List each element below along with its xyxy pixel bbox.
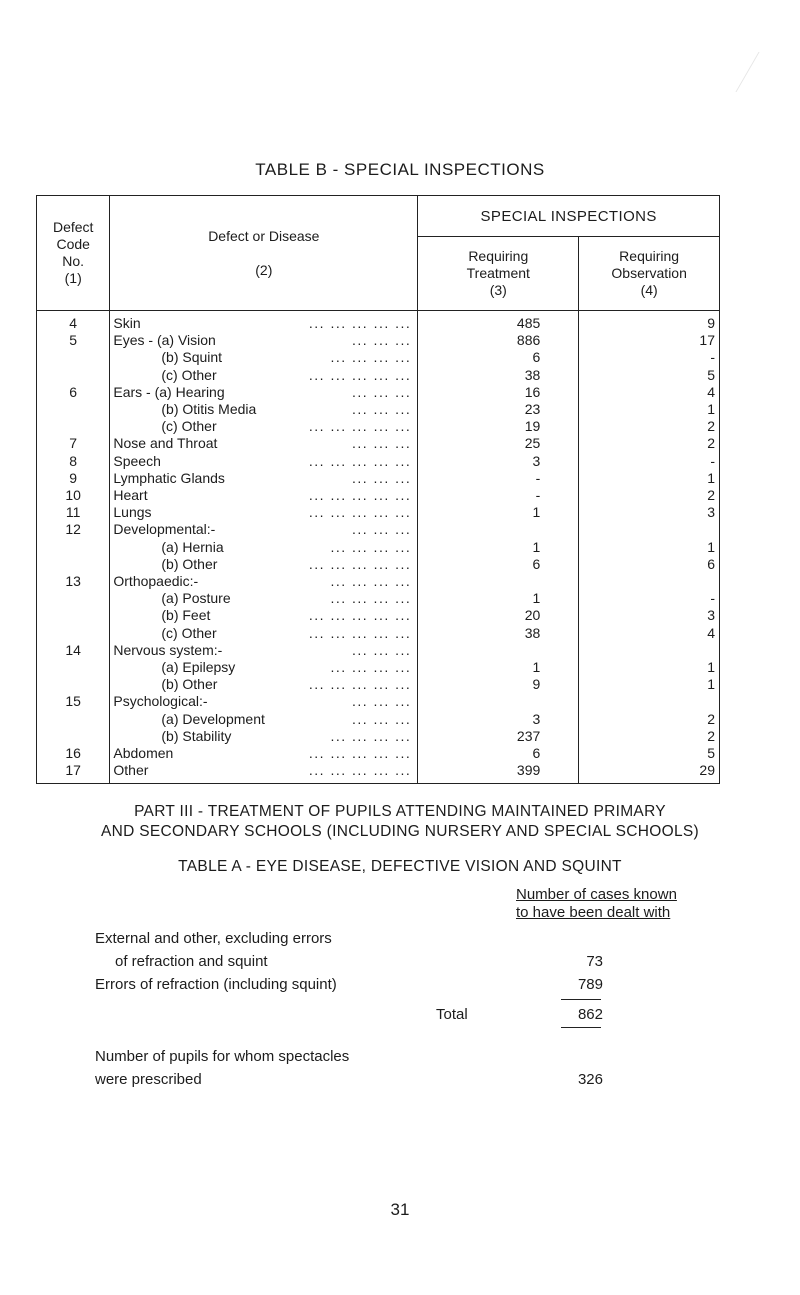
table-row	[37, 349, 720, 366]
leader-dots: ... ... ... ... ...	[308, 607, 412, 624]
defect-code-cell: 12	[37, 521, 110, 538]
requiring-treatment-cell: -	[418, 470, 579, 487]
defect-code-cell	[37, 556, 110, 573]
table-row	[37, 435, 720, 452]
table-row	[37, 625, 720, 642]
defect-label-cell	[110, 642, 418, 659]
defect-label: Orthopaedic:-	[113, 573, 199, 590]
defect-label: Nose and Throat	[113, 435, 218, 452]
requiring-treatment-cell: 886	[418, 332, 579, 349]
requiring-treatment-cell: 16	[418, 384, 579, 401]
table-row	[37, 607, 720, 624]
defect-code-cell: 13	[37, 573, 110, 590]
requiring-observation-cell: 2	[579, 487, 720, 504]
requiring-treatment-cell: 6	[418, 349, 579, 366]
header-defect-disease: Defect or Disease (2)	[110, 196, 418, 311]
header-special-inspections: SPECIAL INSPECTIONS	[418, 196, 720, 237]
defect-label-cell	[110, 384, 418, 401]
requiring-observation-cell: 5	[579, 745, 720, 762]
table-row	[37, 693, 720, 710]
table-row	[37, 384, 720, 401]
leader-dots: ... ... ...	[352, 641, 412, 658]
defect-label: Skin	[113, 315, 141, 331]
requiring-treatment-cell	[418, 642, 579, 659]
leader-dots: ... ... ...	[352, 521, 412, 538]
requiring-observation-cell: 5	[579, 367, 720, 384]
defect-label-cell	[110, 539, 418, 556]
leader-dots: ... ... ... ... ...	[308, 452, 412, 469]
table-row	[37, 728, 720, 745]
defect-code-cell	[37, 367, 110, 384]
leader-dots: ... ... ...	[352, 332, 412, 349]
requiring-treatment-cell: 6	[418, 556, 579, 573]
requiring-observation-cell	[579, 521, 720, 538]
leader-dots: ... ... ... ... ...	[308, 624, 412, 641]
defect-label: (b) Other	[161, 555, 218, 572]
requiring-observation-cell: 1	[579, 470, 720, 487]
cases-column-header: Number of cases known to have been dealt with	[516, 886, 677, 921]
defect-label: (b) Feet	[161, 607, 211, 624]
defect-label-cell	[110, 521, 418, 538]
leader-dots: ... ... ...	[352, 469, 412, 486]
leader-dots: ... ... ... ...	[330, 659, 412, 676]
defect-label: Heart	[113, 487, 148, 504]
requiring-treatment-cell: 399	[418, 762, 579, 784]
leader-dots: ... ... ... ...	[330, 727, 412, 744]
defect-label-cell	[110, 728, 418, 745]
leader-dots: ... ... ... ...	[330, 349, 412, 366]
defect-label-cell	[110, 625, 418, 642]
leader-dots: ... ... ... ... ...	[308, 676, 412, 693]
defect-code-cell: 8	[37, 453, 110, 470]
requiring-treatment-cell: 1	[418, 504, 579, 521]
defect-code-cell: 4	[37, 311, 110, 333]
requiring-observation-cell: 4	[579, 384, 720, 401]
leader-dots: ... ... ... ... ...	[308, 315, 412, 331]
requiring-observation-cell: 3	[579, 607, 720, 624]
requiring-treatment-cell: 3	[418, 711, 579, 728]
leader-dots: ... ... ...	[352, 383, 412, 400]
defect-label-cell	[110, 711, 418, 728]
table-row	[37, 311, 720, 333]
defect-label-cell	[110, 367, 418, 384]
table-row	[37, 745, 720, 762]
leader-dots: ... ... ... ... ...	[308, 555, 412, 572]
errors-refraction-value: 789	[577, 976, 603, 993]
defect-code-cell: 17	[37, 762, 110, 784]
requiring-treatment-cell: 1	[418, 539, 579, 556]
table-row	[37, 573, 720, 590]
requiring-treatment-cell: 6	[418, 745, 579, 762]
defect-label: Lymphatic Glands	[113, 469, 225, 486]
requiring-observation-cell: 4	[579, 625, 720, 642]
defect-code-cell	[37, 711, 110, 728]
defect-label-cell	[110, 607, 418, 624]
requiring-observation-cell: -	[579, 453, 720, 470]
defect-code-cell: 16	[37, 745, 110, 762]
defect-code-cell	[37, 539, 110, 556]
header-requiring-treatment: Requiring Treatment (3)	[418, 237, 579, 311]
defect-label-cell	[110, 504, 418, 521]
table-row	[37, 659, 720, 676]
requiring-observation-cell: 17	[579, 332, 720, 349]
requiring-treatment-cell	[418, 573, 579, 590]
table-row	[37, 539, 720, 556]
requiring-treatment-cell: 237	[418, 728, 579, 745]
requiring-observation-cell: 2	[579, 435, 720, 452]
header-requiring-observation: Requiring Observation (4)	[579, 237, 720, 311]
leader-dots: ... ... ...	[352, 401, 412, 418]
defect-code-cell	[37, 418, 110, 435]
defect-code-cell	[37, 349, 110, 366]
requiring-observation-cell: 2	[579, 711, 720, 728]
page-number: 31	[390, 1200, 410, 1219]
defect-label: Lungs	[113, 504, 152, 521]
defect-label-cell	[110, 311, 418, 333]
defect-code-cell	[37, 590, 110, 607]
defect-code-cell: 10	[37, 487, 110, 504]
defect-code-cell: 6	[37, 384, 110, 401]
defect-code-cell	[37, 659, 110, 676]
defect-label-cell	[110, 349, 418, 366]
table-b-title: TABLE B - SPECIAL INSPECTIONS	[255, 160, 545, 179]
defect-code-cell	[37, 728, 110, 745]
requiring-treatment-cell	[418, 693, 579, 710]
requiring-treatment-cell: 19	[418, 418, 579, 435]
requiring-treatment-cell: 1	[418, 590, 579, 607]
defect-label-cell	[110, 453, 418, 470]
requiring-observation-cell: 29	[579, 762, 720, 784]
defect-code-cell: 14	[37, 642, 110, 659]
defect-label-cell	[110, 556, 418, 573]
requiring-observation-cell: 1	[579, 659, 720, 676]
total-rule-top	[561, 999, 601, 1000]
defect-label: Developmental:-	[113, 521, 216, 538]
defect-label: Abdomen	[113, 745, 174, 762]
defect-label: (a) Development	[161, 710, 265, 727]
table-row	[37, 487, 720, 504]
part-three-heading: PART III - TREATMENT OF PUPILS ATTENDING MAINTAINED PRIMARY AND SECONDARY SCHOOLS (INCLUDING NURSERY AND SPECIAL SCHOOLS)	[101, 803, 699, 840]
requiring-observation-cell	[579, 573, 720, 590]
defect-label: (a) Epilepsy	[161, 659, 236, 676]
defect-label-cell	[110, 693, 418, 710]
requiring-observation-cell	[579, 693, 720, 710]
table-row	[37, 711, 720, 728]
defect-label: (b) Otitis Media	[161, 401, 257, 418]
table-row	[37, 367, 720, 384]
requiring-observation-cell: 1	[579, 539, 720, 556]
table-row	[37, 470, 720, 487]
external-other-label-2: of refraction and squint	[115, 953, 268, 970]
defect-code-cell	[37, 401, 110, 418]
requiring-observation-cell: -	[579, 590, 720, 607]
leader-dots: ... ... ... ... ...	[308, 504, 412, 521]
requiring-treatment-cell: -	[418, 487, 579, 504]
requiring-observation-cell: 6	[579, 556, 720, 573]
table-row	[37, 453, 720, 470]
total-label: Total	[436, 1006, 468, 1023]
external-other-label-1: External and other, excluding errors	[95, 930, 332, 947]
requiring-observation-cell: 9	[579, 311, 720, 333]
requiring-treatment-cell: 20	[418, 607, 579, 624]
requiring-treatment-cell: 23	[418, 401, 579, 418]
requiring-observation-cell: 1	[579, 401, 720, 418]
total-rule-bottom	[561, 1027, 601, 1028]
requiring-observation-cell	[579, 642, 720, 659]
header-defect-code: Defect Code No. (1)	[37, 196, 110, 311]
requiring-observation-cell: 1	[579, 676, 720, 693]
requiring-observation-cell: 2	[579, 728, 720, 745]
leader-dots: ... ... ... ...	[330, 590, 412, 607]
leader-dots: ... ... ...	[352, 435, 412, 452]
defect-label-cell	[110, 332, 418, 349]
leader-dots: ... ... ... ... ...	[308, 762, 412, 779]
defect-code-cell	[37, 676, 110, 693]
special-inspections-table	[36, 195, 720, 784]
leader-dots: ... ... ... ... ...	[308, 418, 412, 435]
table-row	[37, 590, 720, 607]
requiring-treatment-cell: 9	[418, 676, 579, 693]
defect-label: Psychological:-	[113, 693, 208, 710]
defect-label: Other	[113, 762, 149, 779]
defect-label-cell	[110, 659, 418, 676]
table-row	[37, 401, 720, 418]
table-row	[37, 418, 720, 435]
requiring-observation-cell: -	[579, 349, 720, 366]
spectacles-value: 326	[577, 1071, 603, 1088]
defect-label: (c) Other	[161, 366, 217, 383]
leader-dots: ... ... ... ... ...	[308, 487, 412, 504]
requiring-treatment-cell: 3	[418, 453, 579, 470]
page-mark	[705, 52, 759, 92]
defect-code-cell	[37, 607, 110, 624]
defect-label: Nervous system:-	[113, 641, 223, 658]
spectacles-label-2: were prescribed	[95, 1071, 202, 1088]
leader-dots: ... ... ... ...	[330, 538, 412, 555]
defect-label: (b) Stability	[161, 727, 232, 744]
requiring-treatment-cell: 38	[418, 625, 579, 642]
requiring-treatment-cell: 25	[418, 435, 579, 452]
defect-label: Ears - (a) Hearing	[113, 383, 225, 400]
defect-label: (b) Squint	[161, 349, 223, 366]
errors-refraction-label: Errors of refraction (including squint)	[95, 976, 337, 993]
defect-label: (c) Other	[161, 418, 217, 435]
table-row	[37, 642, 720, 659]
table-row	[37, 556, 720, 573]
defect-label-cell	[110, 401, 418, 418]
external-other-value: 73	[586, 953, 603, 970]
table-row	[37, 762, 720, 784]
table-row	[37, 504, 720, 521]
defect-label-cell	[110, 573, 418, 590]
requiring-treatment-cell: 38	[418, 367, 579, 384]
defect-label-cell	[110, 470, 418, 487]
table-row	[37, 521, 720, 538]
defect-label-cell	[110, 418, 418, 435]
defect-label-cell	[110, 676, 418, 693]
defect-label-cell	[110, 435, 418, 452]
leader-dots: ... ... ...	[352, 710, 412, 727]
defect-code-cell: 11	[37, 504, 110, 521]
defect-label-cell	[110, 762, 418, 784]
table-a-title: TABLE A - EYE DISEASE, DEFECTIVE VISION AND SQUINT	[178, 858, 622, 875]
total-value: 862	[577, 1006, 603, 1023]
defect-label-cell	[110, 590, 418, 607]
leader-dots: ... ... ... ...	[330, 573, 412, 590]
requiring-treatment-cell	[418, 521, 579, 538]
defect-code-cell: 5	[37, 332, 110, 349]
defect-label-cell	[110, 745, 418, 762]
defect-code-cell	[37, 625, 110, 642]
requiring-treatment-cell: 1	[418, 659, 579, 676]
leader-dots: ... ... ... ... ...	[308, 745, 412, 762]
defect-code-cell: 9	[37, 470, 110, 487]
defect-label: (a) Hernia	[161, 538, 224, 555]
leader-dots: ... ... ... ... ...	[308, 366, 412, 383]
requiring-observation-cell: 3	[579, 504, 720, 521]
defect-label: (a) Posture	[161, 590, 231, 607]
defect-label-cell	[110, 487, 418, 504]
defect-label: Speech	[113, 452, 161, 469]
requiring-observation-cell: 2	[579, 418, 720, 435]
defect-code-cell: 7	[37, 435, 110, 452]
spectacles-label-1: Number of pupils for whom spectacles	[95, 1048, 350, 1065]
leader-dots: ... ... ...	[352, 693, 412, 710]
defect-label: Eyes - (a) Vision	[113, 332, 216, 349]
requiring-treatment-cell: 485	[418, 311, 579, 333]
defect-label: (b) Other	[161, 676, 218, 693]
table-row	[37, 332, 720, 349]
defect-label: (c) Other	[161, 624, 217, 641]
defect-code-cell: 15	[37, 693, 110, 710]
table-row	[37, 676, 720, 693]
